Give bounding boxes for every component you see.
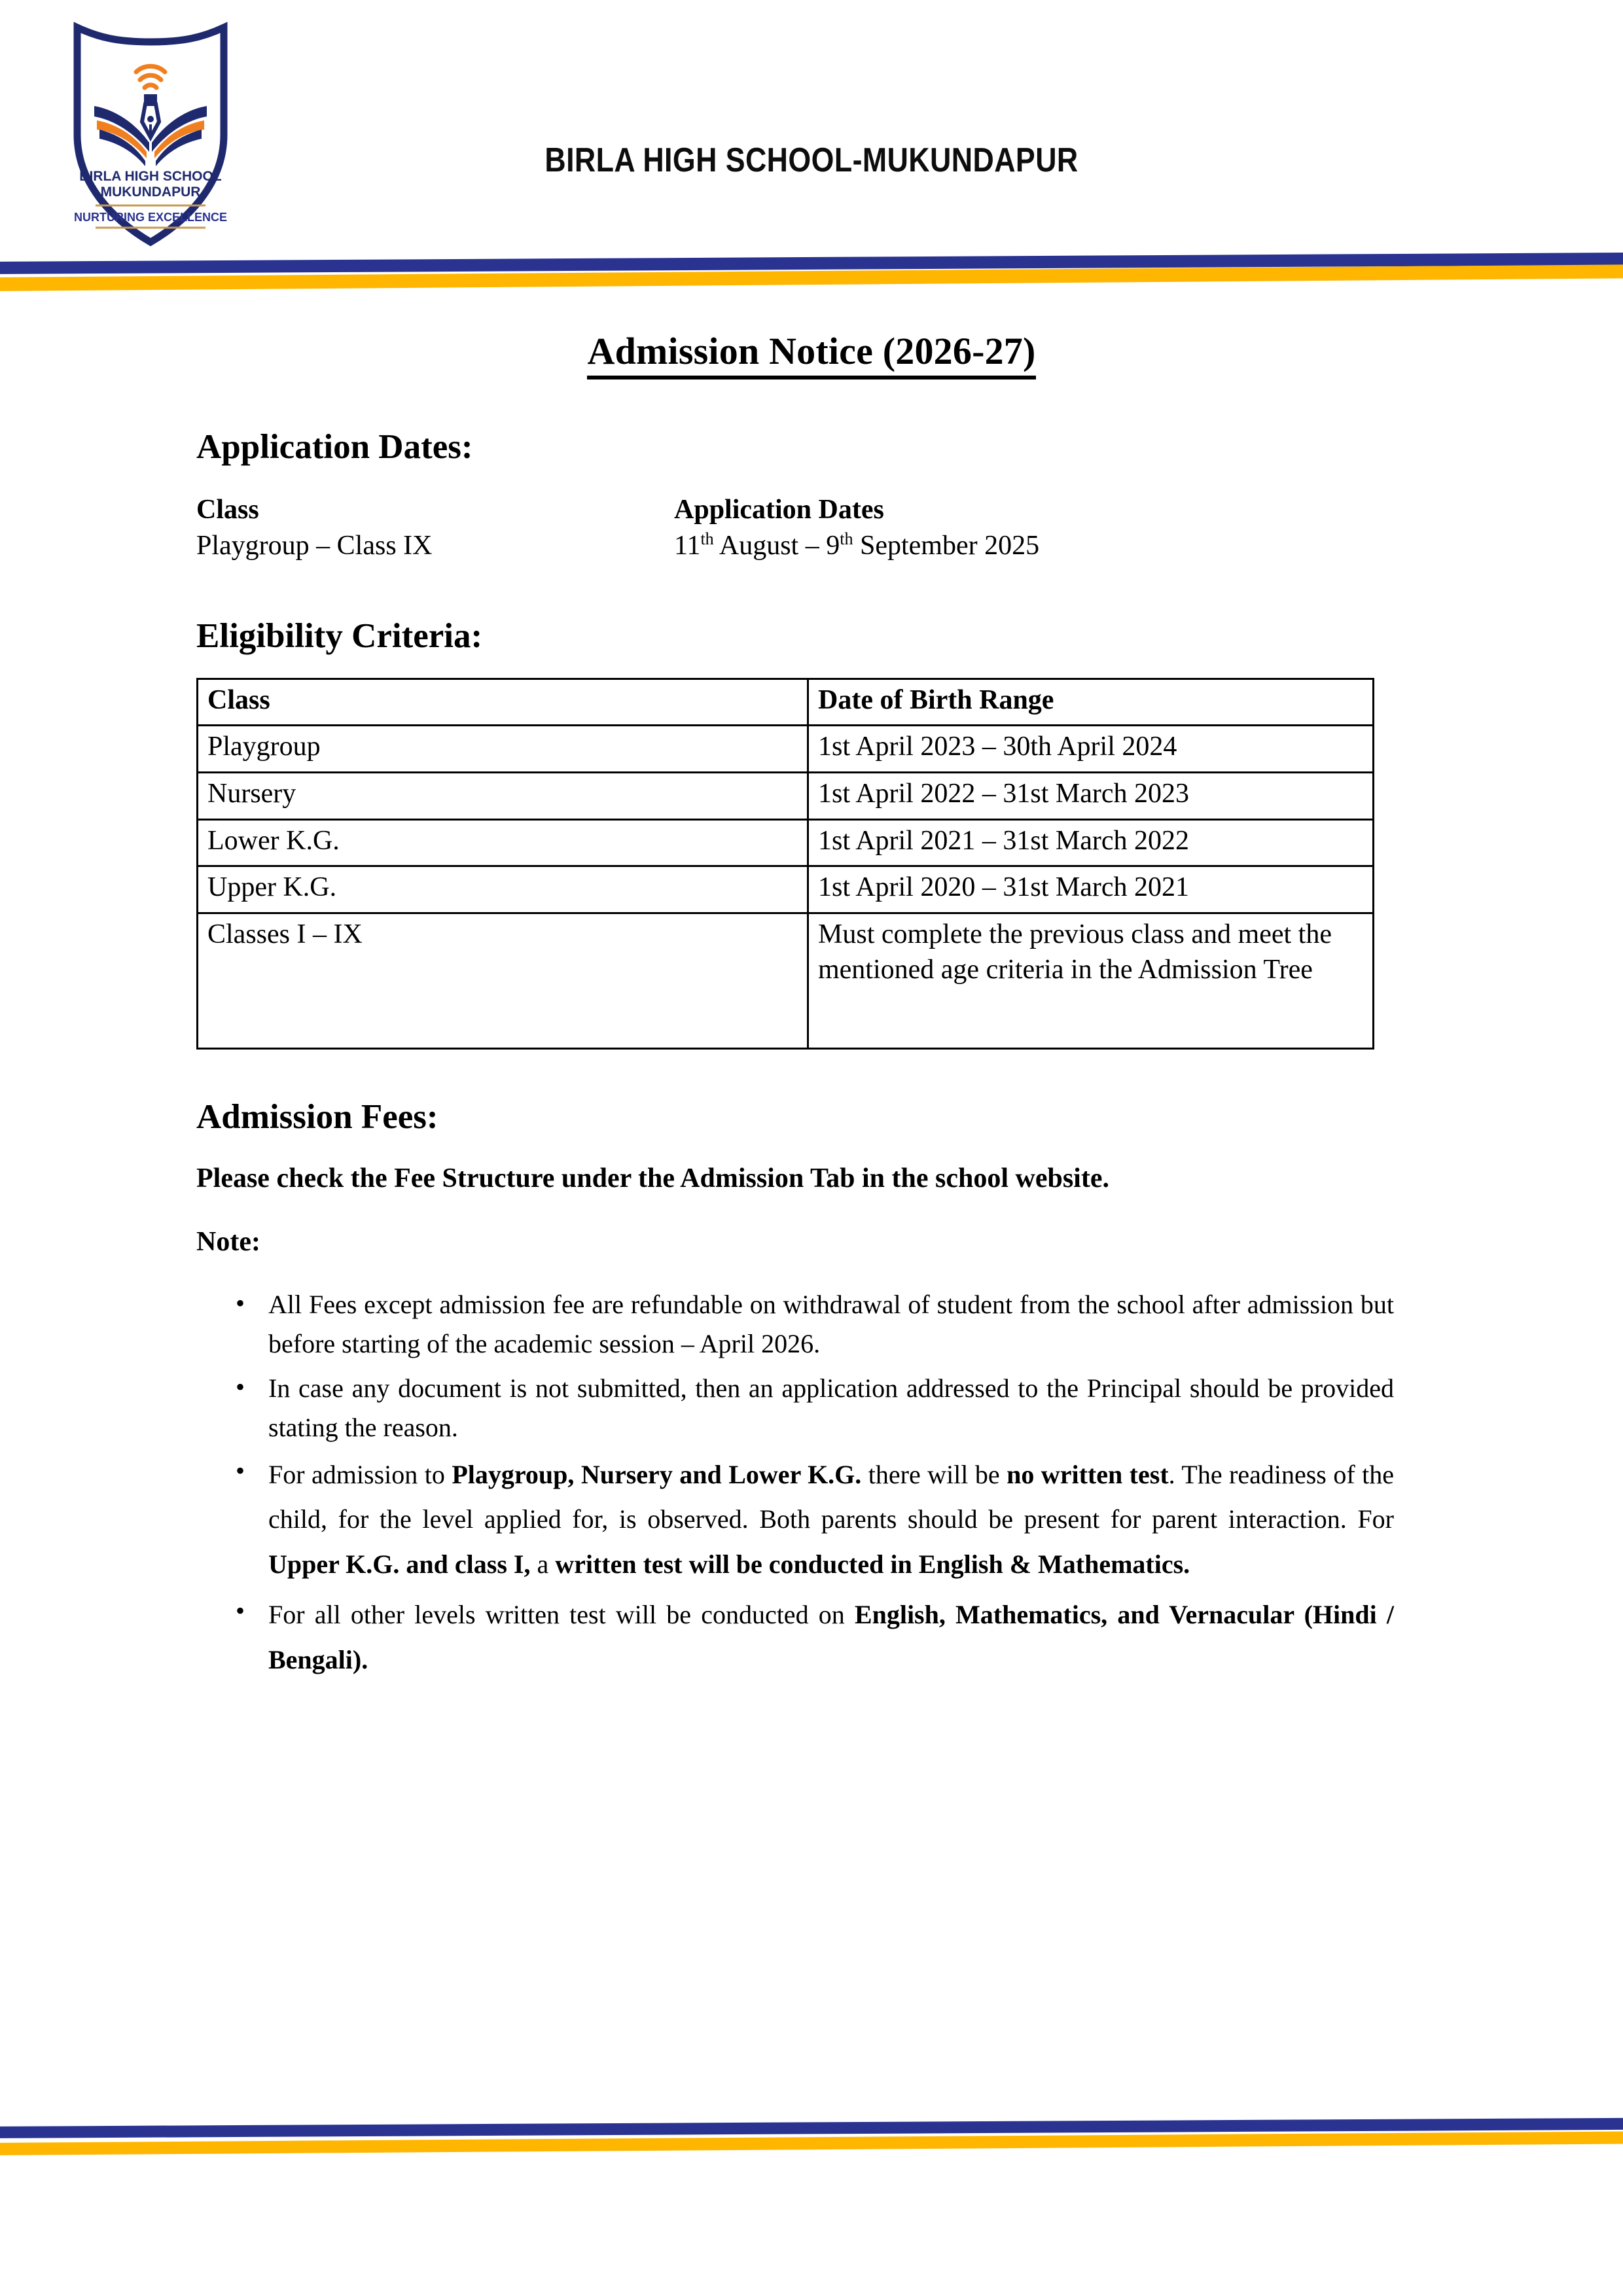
application-dates-block [196,492,1427,563]
emphasis-text: no written test [1007,1459,1169,1489]
table-row [198,819,1374,866]
table-row [198,913,1374,1048]
school-name-title: BIRLA HIGH SCHOOL-MUKUNDAPUR [544,141,1079,179]
bullet-icon: • [236,1288,245,1318]
logo-line2: MUKUNDAPUR [100,185,201,200]
plain-text: For all other levels written test will be conducted on [268,1600,855,1630]
plain-text: . The readiness of the child, for the level applied for, is observed. Both parents should be present for parent interaction. For [268,1459,1394,1534]
page-title [0,329,1623,373]
bullet-icon: • [236,1596,245,1626]
application-dates-value [674,528,1427,564]
eligibility-dob: 1st April 2020 – 31st March 2021 [808,866,1374,913]
application-dates-class-value: Playgroup – Class IX [196,530,433,561]
admission-fees-heading: Admission Fees: [196,1097,438,1136]
note-heading: Note: [196,1226,260,1257]
table-row [198,866,1374,913]
plain-text: In case any document is not submitted, then an application addressed to the Principal should be provided stating the reason. [268,1373,1394,1442]
application-dates-row [196,528,1427,564]
bullet-icon: • [236,1371,245,1402]
eligibility-class: Classes I – IX [198,913,808,1048]
emphasis-text: Playgroup, Nursery and Lower K.G. [452,1459,862,1489]
logo-line1: BIRLA HIGH SCHOOL [79,169,222,184]
list-item [196,1285,1394,1364]
eligibility-class: Lower K.G. [198,819,808,866]
school-logo [65,12,236,247]
application-dates-heading: Application Dates: [196,428,473,466]
eligibility-class: Playgroup [198,726,808,773]
list-item [196,1453,1394,1587]
eligibility-dob: Must complete the previous class and meet the mentioned age criteria in the Admission Tree [808,913,1374,1048]
header-divider-stripes [0,250,1623,296]
eligibility-col-dob: Date of Birth Range [808,679,1374,726]
application-dates-header-row [196,492,1427,528]
note-item-text [268,1600,1394,1674]
list-item [196,1369,1394,1447]
date-mid: August – 9 [713,530,840,561]
eligibility-dob: 1st April 2022 – 31st March 2023 [808,772,1374,819]
plain-text: All Fees except admission fee are refundable on withdrawal of student from the school after admission but before starting of the academic session – April 2026. [268,1289,1394,1358]
table-header-row [198,679,1374,726]
logo-tagline: NURTURING EXCELLENCE [73,211,228,224]
date-prefix: 11 [674,530,701,561]
note-item-text [268,1460,1394,1580]
plain-text: a [530,1549,556,1580]
eligibility-table [196,678,1374,1050]
list-item [196,1593,1394,1683]
application-dates-col-dates: Application Dates [674,495,884,525]
plain-text: For admission to [268,1459,452,1489]
admission-fees-text: Please check the Fee Structure under the Admission Tab in the school website. [196,1163,1109,1194]
bullet-icon: • [236,1455,245,1485]
date-sup-1: th [700,529,714,548]
eligibility-dob: 1st April 2023 – 30th April 2024 [808,726,1374,773]
footer-divider-stripes [0,2113,1623,2166]
eligibility-class: Upper K.G. [198,866,808,913]
eligibility-class: Nursery [198,772,808,819]
eligibility-col-class: Class [198,679,808,726]
page-header [0,0,1623,308]
plain-text: there will be [861,1459,1007,1489]
table-row [198,772,1374,819]
note-item-text [268,1290,1394,1358]
note-bullet-list [196,1285,1394,1683]
eligibility-criteria-heading: Eligibility Criteria: [196,617,483,656]
eligibility-dob: 1st April 2021 – 31st March 2022 [808,819,1374,866]
emphasis-text: English, Mathematics, and Vernacular (Hindi / Bengali). [268,1600,1394,1674]
date-suffix: September 2025 [853,530,1040,561]
date-sup-2: th [840,529,853,548]
page-title-text: Admission Notice (2026-27) [587,330,1035,380]
emphasis-text: written test will be conducted in English & Mathematics. [555,1549,1190,1580]
application-dates-col-class: Class [196,495,259,525]
emphasis-text: Upper K.G. and class I, [268,1549,531,1580]
note-item-text [268,1373,1394,1442]
table-row [198,726,1374,773]
document-body [0,308,1623,1688]
